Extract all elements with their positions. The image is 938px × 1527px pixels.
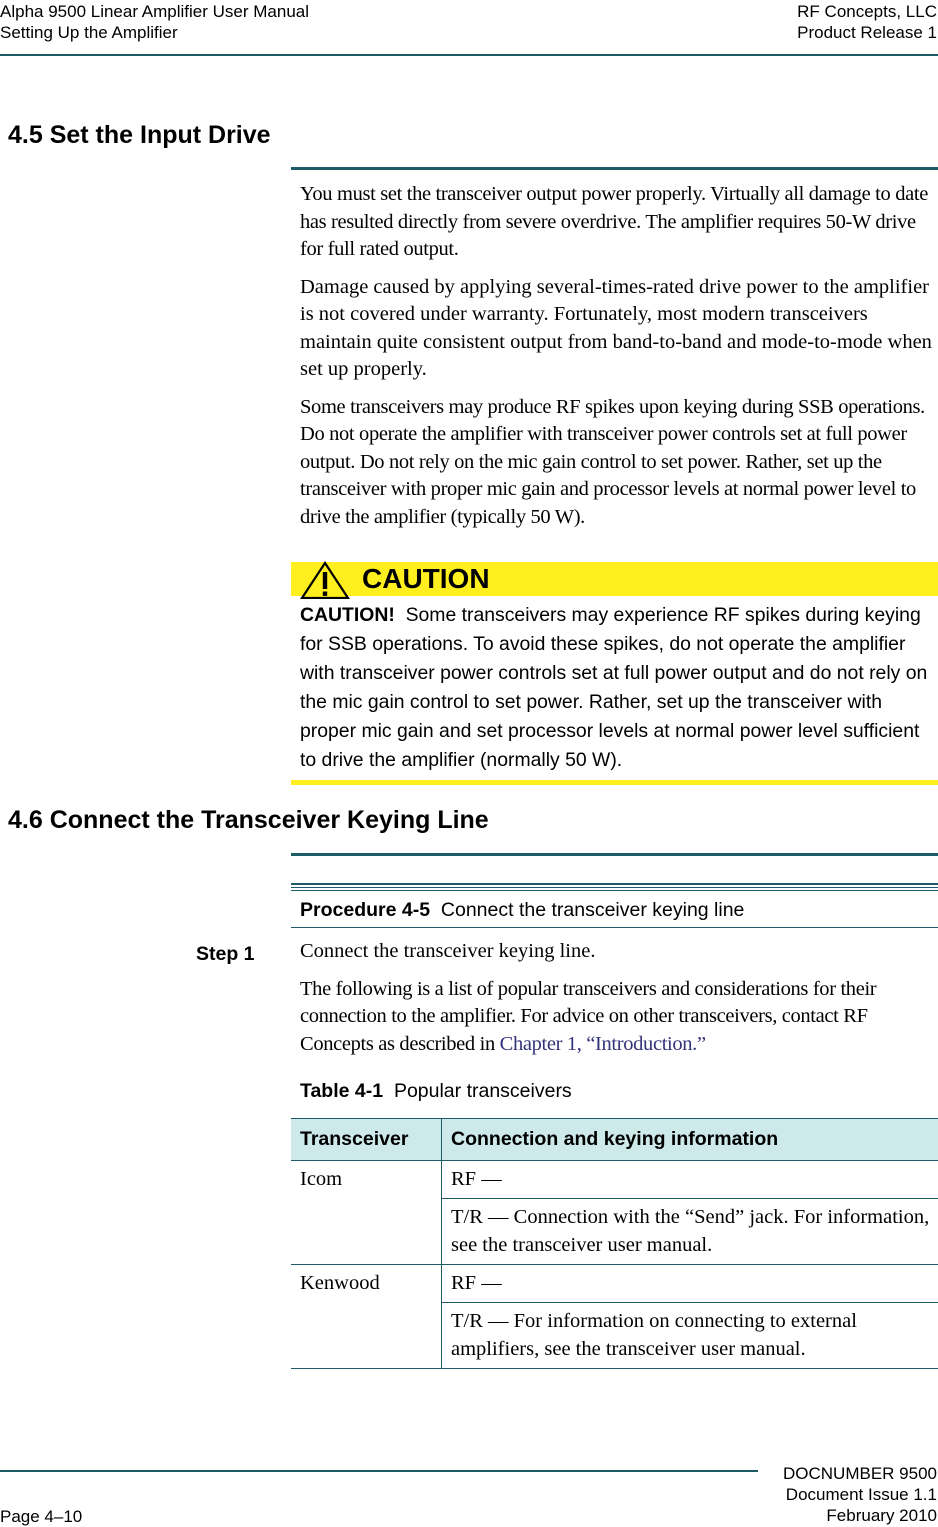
- caution-message: [300, 601, 938, 775]
- product-release: Product Release 1: [797, 22, 937, 43]
- chapter-title: Setting Up the Amplifier: [0, 22, 309, 43]
- procedure-title: [300, 897, 744, 923]
- procedure-rule: [291, 890, 938, 891]
- connection-cell: RF —: [442, 1161, 938, 1199]
- paragraph: Damage caused by applying several-times-rated drive power to the amplifier is not covered under warranty. Fortunately, most modern transceivers maintain quite consistent output from band-to-band and mode-to-mode when set up properly.: [300, 274, 938, 384]
- header-rule: [0, 54, 938, 56]
- procedure-rule: [291, 887, 938, 888]
- running-header-right: [797, 1, 937, 43]
- doc-number: DOCNUMBER 9500: [783, 1463, 937, 1484]
- table-label: Table 4-1: [300, 1080, 383, 1102]
- step-detail: [300, 976, 938, 1059]
- caution-body: Some transceivers may experience RF spikes during keying for SSB operations. To avoid these spikes, do not operate the amplifier with transceiver power controls set at full power output and do not rely on the mic gain control to set power. Rather, set up the transceiver with proper mic gain and set processor levels at normal power level sufficient to drive the amplifier (normally 50 W).: [300, 604, 927, 771]
- caution-label: CAUTION!: [300, 604, 395, 626]
- footer-date: February 2010: [783, 1505, 937, 1526]
- step-label: Step 1: [196, 941, 255, 967]
- procedure-rule: [291, 883, 938, 885]
- procedure-title-rule: [291, 927, 938, 928]
- paragraph: You must set the transceiver output power properly. Virtually all damage to date has resulted directly from severe overdrive. The amplifier requires 50-W drive for full rated output.: [300, 181, 938, 264]
- step-body: [300, 938, 938, 1068]
- table-header-row: [291, 1119, 938, 1161]
- step-detail-text: The following is a list of popular transceivers and considerations for their connection to the amplifier. For advice on other transceivers, contact RF Concepts as described in: [300, 978, 876, 1055]
- running-footer-right: [783, 1463, 937, 1526]
- table-caption: [300, 1078, 572, 1104]
- section-4-5-body: [300, 181, 938, 541]
- company-name: RF Concepts, LLC: [797, 1, 937, 22]
- footer-rule: [0, 1470, 758, 1472]
- connection-cell: RF —: [442, 1265, 938, 1303]
- transceiver-cell: Kenwood: [291, 1265, 442, 1369]
- manual-title: Alpha 9500 Linear Amplifier User Manual: [0, 1, 309, 22]
- table-row: [291, 1161, 938, 1199]
- procedure-name: Connect the transceiver keying line: [441, 899, 745, 921]
- connection-cell: T/R — Connection with the “Send” jack. For information, see the transceiver user manual.: [442, 1199, 938, 1265]
- page-number: Page 4–10: [0, 1506, 82, 1527]
- procedure-label: Procedure 4-5: [300, 899, 430, 921]
- running-header-left: [0, 1, 309, 43]
- step-text: Connect the transceiver keying line.: [300, 938, 938, 966]
- column-header-transceiver: Transceiver: [291, 1119, 442, 1161]
- warning-triangle-icon: [300, 561, 350, 599]
- section-4-5-heading: 4.5 Set the Input Drive: [8, 120, 271, 150]
- paragraph: Some transceivers may produce RF spikes upon keying during SSB operations. Do not operate the amplifier with transceiver power controls set at full power output. Do not rely on the mic gain control to set power. Rather, set up the transceiver with proper mic gain and processor levels at normal power level to drive the amplifier (typically 50 W).: [300, 394, 938, 532]
- section-4-6-rule: [291, 853, 938, 856]
- transceiver-cell: Icom: [291, 1161, 442, 1265]
- section-4-5-rule: [291, 167, 938, 170]
- connection-cell: T/R — For information on connecting to external amplifiers, see the transceiver user manual.: [442, 1303, 938, 1369]
- table-row: [291, 1265, 938, 1303]
- table-title: Popular transceivers: [394, 1080, 572, 1102]
- column-header-connection: Connection and keying information: [442, 1119, 938, 1161]
- section-4-6-heading: 4.6 Connect the Transceiver Keying Line: [8, 805, 489, 835]
- doc-issue: Document Issue 1.1: [783, 1484, 937, 1505]
- caution-banner-title: CAUTION: [362, 562, 490, 596]
- caution-bottom-rule: [291, 780, 938, 785]
- chapter-1-link[interactable]: Chapter 1, “Introduction.”: [500, 1033, 706, 1055]
- transceivers-table: [291, 1118, 938, 1369]
